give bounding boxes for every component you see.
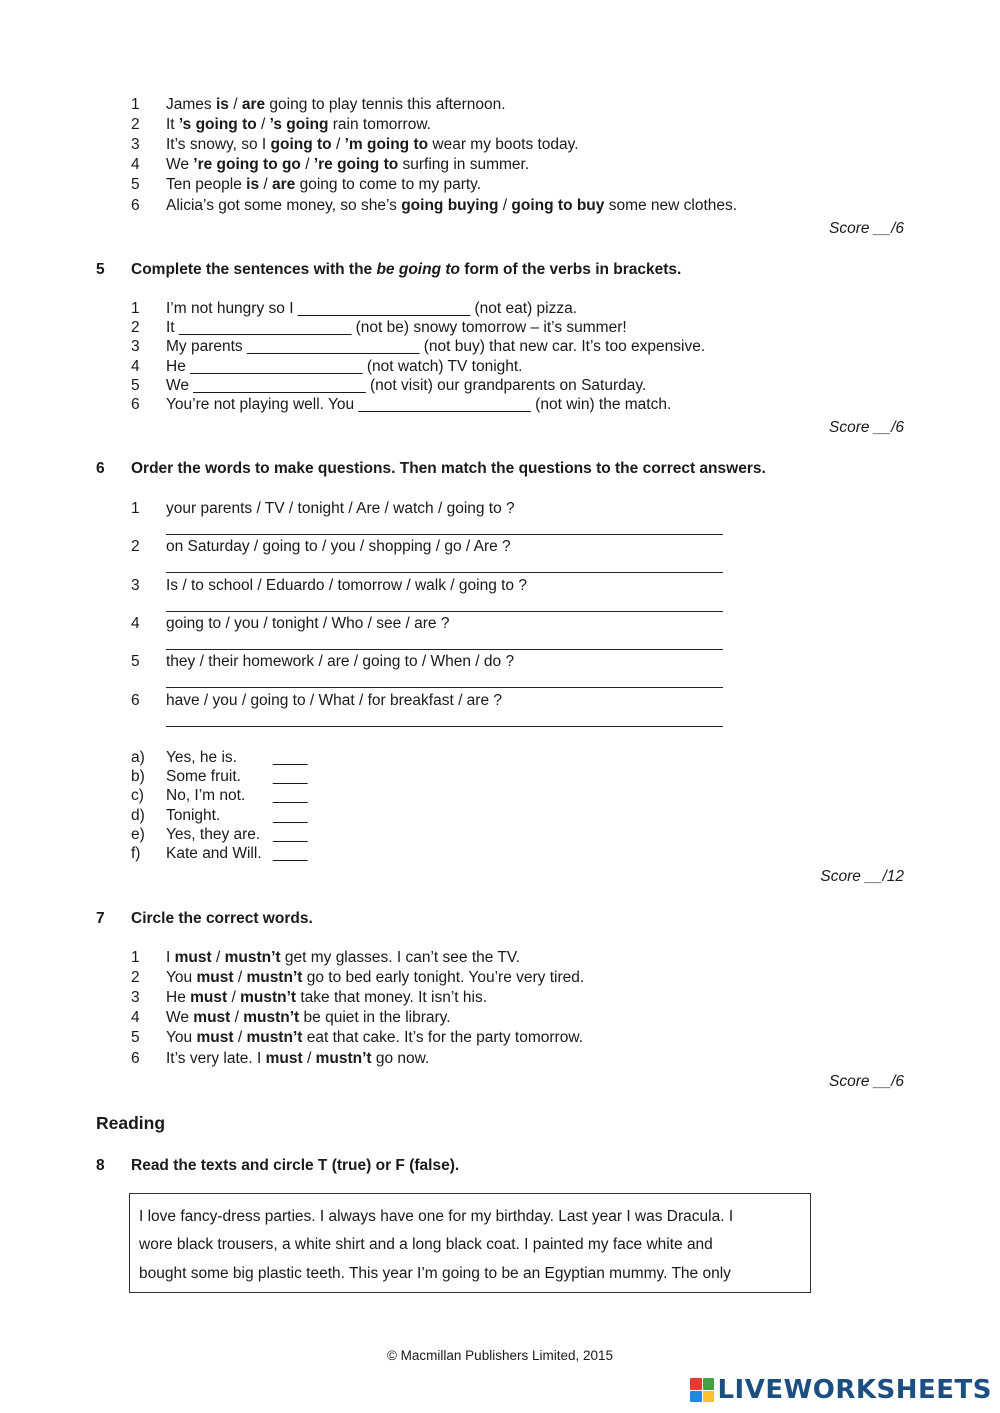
item-number: 5 [131, 653, 140, 671]
answer-line[interactable] [166, 534, 723, 535]
fill-item [131, 357, 523, 377]
item-text: Is / to school / Eduardo / tomorrow / walk / going to ? [166, 576, 527, 594]
match-blank[interactable]: ____ [273, 845, 308, 862]
answer-option [131, 786, 307, 806]
section-number: 7 [96, 910, 105, 927]
item-number: 4 [131, 357, 140, 375]
item-text[interactable]: Alicia’s got some money, so she’s going buying / going to buy some new clothes. [166, 196, 738, 214]
section-number: 6 [96, 460, 105, 477]
item-number: 4 [131, 614, 140, 632]
answer-option [131, 748, 307, 768]
item-text[interactable]: It ’s going to / ’s going rain tomorrow. [166, 116, 431, 134]
choice-item [131, 1028, 583, 1048]
question-item [131, 614, 449, 634]
item-number: 4 [131, 156, 140, 174]
question-item [131, 576, 527, 596]
item-number: 6 [131, 1049, 140, 1067]
item-text[interactable]: We ____________________ (not visit) our grandparents on Saturday. [166, 376, 647, 394]
reading-title: Reading [96, 1113, 166, 1133]
fill-item [131, 376, 646, 396]
answer-line[interactable] [166, 687, 723, 688]
answer-option [131, 825, 307, 845]
reading-text-box [129, 1193, 811, 1293]
answer-option [131, 767, 307, 787]
score-section-7: Score __/6 [829, 1073, 904, 1090]
item-text[interactable]: It’s snowy, so I going to / ’m going to wear my boots today. [166, 136, 579, 154]
answer-text: Yes, they are. [166, 825, 261, 843]
choice-item [131, 948, 520, 968]
item-number: 3 [131, 989, 140, 1007]
choice-item [131, 155, 529, 175]
item-text: have / you / going to / What / for breakfast / are ? [166, 691, 503, 709]
choice-item [131, 1049, 429, 1069]
reading-text-line: I love fancy-dress parties. I always have one for my birthday. Last year I was Dracula. I [139, 1208, 734, 1225]
item-number: 6 [131, 691, 140, 709]
question-item [131, 652, 514, 672]
answer-text: Kate and Will. [166, 845, 262, 862]
fill-item [131, 299, 577, 319]
item-number: 2 [131, 319, 140, 337]
match-blank[interactable]: ____ [273, 825, 308, 843]
copyright-footer: © Macmillan Publishers Limited, 2015 [386, 1348, 614, 1363]
item-number: 1 [131, 500, 140, 517]
section-6-instruction: Order the words to make questions. Then match the questions to the correct answers. [131, 460, 766, 477]
choice-item [131, 988, 487, 1008]
answer-text: Yes, he is. [166, 749, 237, 766]
logo-mark-icon [690, 1378, 714, 1402]
item-number: 3 [131, 136, 140, 154]
answer-text: Tonight. [166, 806, 221, 824]
item-text[interactable]: My parents ____________________ (not buy) that new car. It’s too expensive. [166, 338, 706, 356]
reading-text-line: bought some big plastic teeth. This year I’m going to be an Egyptian mummy. The only [139, 1265, 731, 1282]
item-number: c) [131, 787, 144, 805]
answer-line[interactable] [166, 726, 723, 727]
item-number: 2 [131, 116, 140, 134]
item-number: a) [131, 749, 145, 766]
item-number: 2 [131, 538, 140, 556]
logo-text: LIVEWORKSHEETS [717, 1375, 992, 1405]
answer-option [131, 844, 307, 864]
item-text[interactable]: We ’re going to go / ’re going to surfing in summer. [166, 156, 530, 174]
item-text[interactable]: It’s very late. I must / mustn’t go now. [166, 1049, 430, 1067]
match-blank[interactable]: ____ [273, 787, 308, 805]
choice-item [131, 95, 506, 115]
section-8-instruction: Read the texts and circle T (true) or F (false). [131, 1157, 460, 1174]
fill-item [131, 337, 705, 357]
section-number: 5 [96, 261, 105, 278]
item-number: 1 [131, 300, 140, 317]
item-number: 6 [131, 196, 140, 214]
item-number: 5 [131, 376, 140, 394]
section-number: 8 [96, 1157, 105, 1174]
choice-item [131, 115, 431, 135]
item-text[interactable]: You must / mustn’t go to bed early tonight. You’re very tired. [166, 969, 585, 987]
choice-item [131, 968, 584, 988]
item-text[interactable]: It ____________________ (not be) snowy tomorrow – it’s summer! [166, 319, 627, 337]
match-blank[interactable]: ____ [273, 806, 308, 824]
reading-text-line: wore black trousers, a white shirt and a long black coat. I painted my face white and [139, 1236, 713, 1253]
question-item [131, 499, 515, 519]
item-text[interactable]: He must / mustn’t take that money. It isn’t his. [166, 989, 488, 1007]
section-5-instruction: Complete the sentences with the be going to form of the verbs in brackets. [131, 261, 682, 278]
section-7-instruction: Circle the correct words. [131, 910, 313, 927]
item-number: 5 [131, 176, 140, 194]
item-text: going to / you / tonight / Who / see / are ? [166, 614, 450, 632]
answer-option [131, 806, 307, 826]
item-number: 1 [131, 949, 140, 966]
fill-item [131, 395, 671, 415]
item-text: on Saturday / going to / you / shopping / go / Are ? [166, 538, 511, 556]
item-number: 3 [131, 576, 140, 594]
item-number: 6 [131, 396, 140, 413]
answer-text: No, I’m not. [166, 787, 246, 805]
item-number: d) [131, 806, 145, 824]
item-number: 2 [131, 969, 140, 987]
item-text[interactable]: You’re not playing well. You ____________________ (not win) the match. [166, 396, 672, 413]
choice-item [131, 196, 737, 216]
match-blank[interactable]: ____ [273, 768, 308, 786]
item-number: 3 [131, 338, 140, 356]
item-text: they / their homework / are / going to / When / do ? [166, 653, 515, 671]
item-number: 4 [131, 1009, 140, 1027]
item-number: 1 [131, 96, 140, 113]
answer-line[interactable] [166, 611, 723, 612]
item-text[interactable]: I’m not hungry so I ____________________ (not eat) pizza. [166, 300, 578, 317]
choice-item [131, 135, 579, 155]
score-section-6: Score __/12 [820, 868, 904, 885]
fill-item [131, 318, 627, 338]
question-item [131, 537, 511, 557]
answer-line[interactable] [166, 572, 723, 573]
item-text: your parents / TV / tonight / Are / watch / going to ? [166, 500, 515, 517]
item-text[interactable]: James is / are going to play tennis this afternoon. [166, 96, 506, 113]
item-number: e) [131, 825, 145, 843]
question-item [131, 691, 502, 711]
item-text[interactable]: Ten people is / are going to come to my party. [166, 176, 482, 194]
score-section-5: Score __/6 [829, 419, 904, 436]
choice-item [131, 1008, 451, 1028]
item-number: f) [131, 845, 141, 862]
item-number: 5 [131, 1029, 140, 1047]
answer-line[interactable] [166, 649, 723, 650]
answer-text: Some fruit. [166, 768, 241, 786]
item-text[interactable]: We must / mustn’t be quiet in the library. [166, 1009, 451, 1027]
score-section-4: Score __/6 [829, 220, 904, 237]
item-number: b) [131, 768, 145, 786]
match-blank[interactable]: ____ [273, 749, 308, 766]
liveworksheets-logo[interactable] [690, 1375, 992, 1405]
item-text[interactable]: You must / mustn’t eat that cake. It’s for the party tomorrow. [166, 1029, 583, 1047]
choice-item [131, 175, 481, 195]
item-text[interactable]: He ____________________ (not watch) TV tonight. [166, 357, 523, 375]
item-text[interactable]: I must / mustn’t get my glasses. I can’t see the TV. [166, 949, 521, 966]
